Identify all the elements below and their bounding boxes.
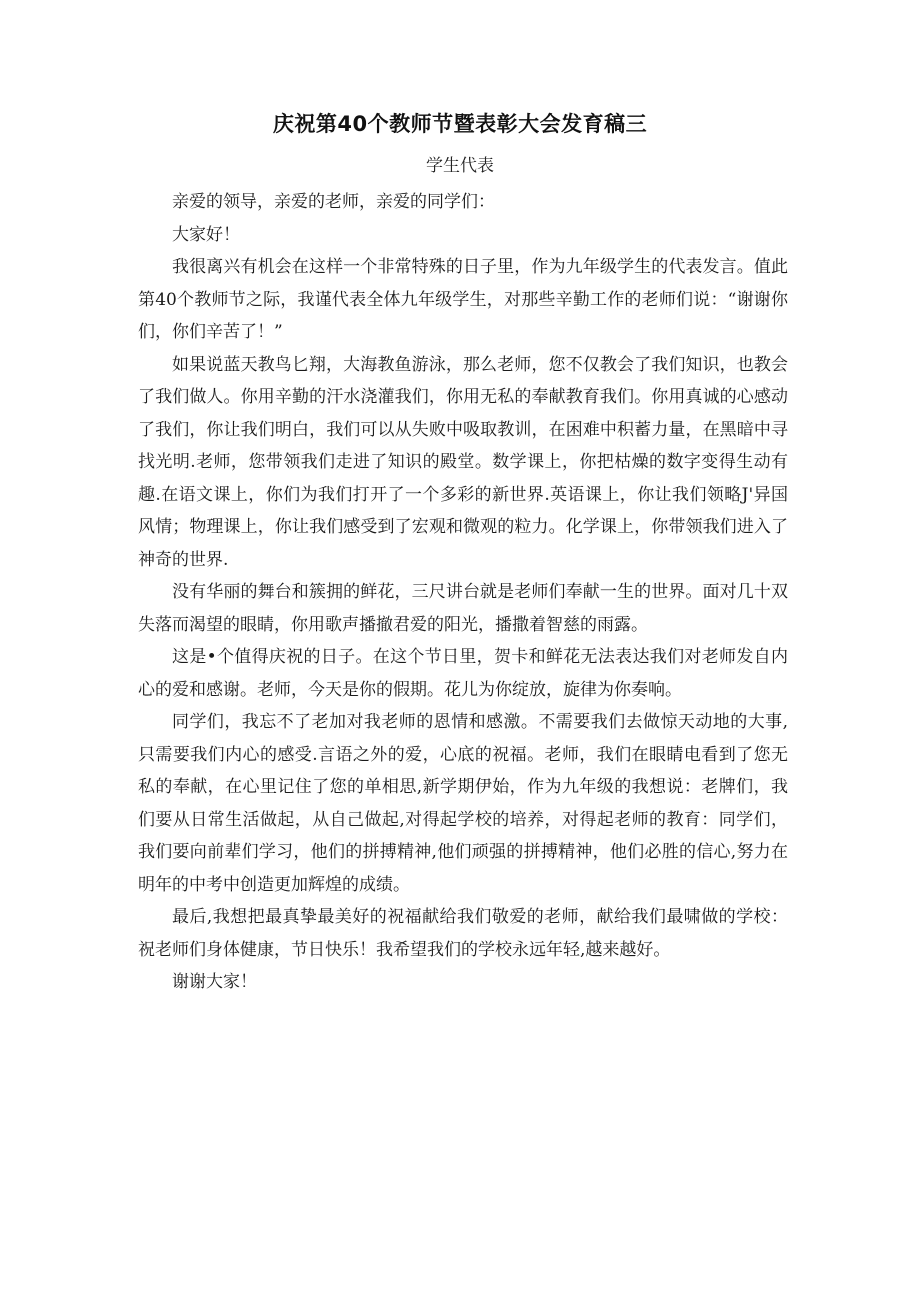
paragraph: 最后,我想把最真挚最美好的祝福献给我们敬爱的老师，献给我们最啸做的学校：祝老师们身体健康，节日快乐！我希望我们的学校永远年轻,越来越好。 xyxy=(138,907,788,960)
paragraph: 这是•个值得庆祝的日子。在这个节日里，贺卡和鲜花无法表达我们对老师发自内心的爱和感谢。老师，今天是你的假期。花儿为你绽放，旋律为你奏响。 xyxy=(138,647,788,700)
paragraph: 同学们，我忘不了老加对我老师的恩情和感激。不需要我们去做惊天动地的大事,只需要我们内心的感受.言语之外的爱，心底的祝福。老师，我们在眼睛电看到了您无私的奉献，在心里记住了您的单相思,新学期伊始，作为九年级的我想说：老牌们，我们要从日常生活做起，从自己做起,对得起学校的培养，对得起老师的教育：同学们，我们要向前辈们学习，他们的拼搏精神,他们顽强的拼搏精神，他们必胜的信心,努力在明年的中考中创造更加辉煌的成绩。 xyxy=(138,712,788,895)
paragraph: 如果说蓝天教鸟匕翔，大海教鱼游泳，那么老师，您不仅教会了我们知识，也教会了我们做人。你用辛勤的汗水浇灌我们，你用无私的奉献教育我们。你用真诚的心感动了我们，你让我们明白，我们可以从失败中吸取教训，在困难中积蓄力量，在黑暗中寻找光明.老师，您带领我们走进了知识的殿堂。数学课上，你把枯燥的数字变得生动有趣.在语文课上，你们为我们打开了一个多彩的新世界.英语课上，你让我们领略J'异国风情；物理课上，你让我们感受到了宏观和微观的粒力。化学课上，你带领我们进入了神奇的世界. xyxy=(138,354,788,570)
document-body xyxy=(138,186,788,999)
closing: 谢谢大家！ xyxy=(172,972,257,992)
paragraph: 没有华丽的舞台和簇拥的鲜花，三尺讲台就是老师们奉献一生的世界。面对几十双失落而渴望的眼睛，你用歌声播撤君爱的阳光，播撒着智慈的雨露。 xyxy=(138,582,788,635)
greeting: 大家好！ xyxy=(172,224,240,245)
salutation: 亲爱的领导，亲爱的老师，亲爱的同学们： xyxy=(172,192,495,212)
document-subtitle: 学生代表 xyxy=(426,156,494,176)
paragraph: 我很离兴有机会在这样一个非常特殊的日子里，作为九年级学生的代表发言。值此第40个教师节之际，我谨代表全体九年级学生，对那些辛勤工作的老师们说：“谢谢你们，你们辛苦了！” xyxy=(138,257,788,342)
document-title: 庆祝第40个教师节暨表彰大会发育稿三 xyxy=(272,112,648,136)
